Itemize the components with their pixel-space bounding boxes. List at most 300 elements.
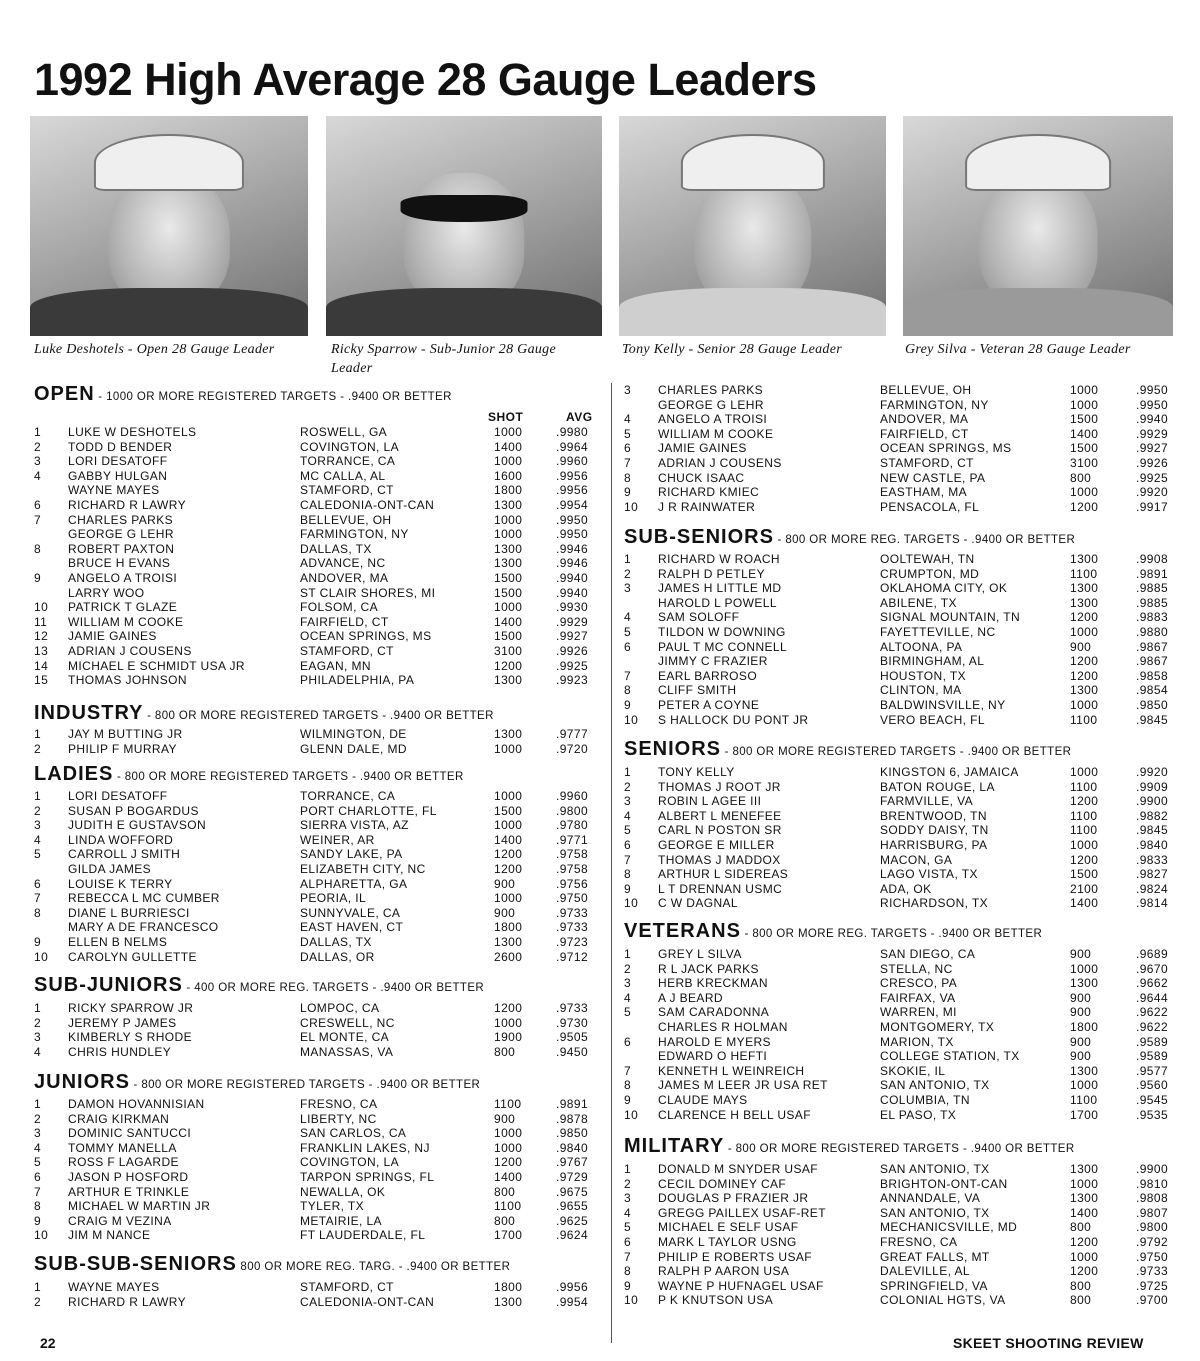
table-row (34, 659, 599, 674)
average: .9956 (556, 468, 589, 483)
average: .9767 (556, 1155, 589, 1170)
average: .9954 (556, 498, 589, 512)
hometown: PENSACOLA, FL (880, 499, 980, 514)
table-row (34, 1295, 599, 1310)
table-row (34, 454, 599, 469)
targets-shot: 800 (494, 1044, 516, 1059)
hometown: STELLA, NC (880, 961, 953, 976)
rank: 5 (624, 1220, 632, 1235)
targets-shot: 800 (494, 1184, 516, 1199)
table-row (624, 698, 1189, 713)
table-row (34, 789, 599, 804)
rank: 4 (624, 610, 632, 625)
average: .9733 (556, 920, 589, 935)
rank: 10 (34, 1228, 49, 1243)
shooter-name: PHILIP E ROBERTS USAF (658, 1249, 812, 1264)
section-title: SUB-SENIORS (624, 526, 774, 548)
shooter-name: LORI DESATOFF (68, 454, 168, 469)
average: .9920 (1136, 485, 1169, 500)
rank: 3 (34, 1126, 42, 1141)
rank: 9 (34, 935, 42, 949)
table-row (624, 867, 1189, 882)
average: .9950 (556, 512, 589, 527)
rank: 2 (624, 1176, 632, 1191)
average: .9950 (556, 527, 589, 542)
rank: 9 (624, 1093, 632, 1107)
hometown: BELLEVUE, OH (880, 383, 972, 397)
average: .9929 (1136, 426, 1169, 441)
table-row (624, 1264, 1189, 1279)
average: .9900 (1136, 794, 1169, 809)
targets-shot: 1000 (494, 425, 523, 439)
average: .9729 (556, 1170, 589, 1184)
hometown: SIGNAL MOUNTAIN, TN (880, 610, 1021, 625)
shooter-name: LARRY WOO (68, 585, 145, 600)
shooter-name: KIMBERLY S RHODE (68, 1030, 192, 1045)
hometown: NEWALLA, OK (300, 1184, 386, 1199)
targets-shot: 1300 (1070, 683, 1099, 698)
rank: 10 (34, 600, 49, 615)
hometown: OOLTEWAH, TN (880, 552, 975, 566)
shooter-name: DONALD M SNYDER USAF (658, 1162, 819, 1176)
average: .9750 (556, 891, 589, 906)
rank: 4 (34, 832, 42, 847)
targets-shot: 1200 (494, 1155, 523, 1170)
table-row (34, 1045, 599, 1060)
section-title: VETERANS (624, 920, 741, 942)
average: .9840 (1136, 838, 1169, 852)
hometown: BRENTWOOD, TN (880, 808, 987, 823)
average: .9920 (1136, 765, 1169, 779)
average: .9689 (1136, 947, 1169, 961)
average: .9800 (1136, 1220, 1169, 1235)
shooter-name: JUDITH E GUSTAVSON (68, 818, 207, 833)
table-row (34, 469, 599, 484)
targets-shot: 1300 (1070, 1162, 1099, 1176)
table-row (624, 441, 1189, 456)
rank: 7 (34, 512, 42, 527)
targets-shot: 1400 (1070, 1205, 1099, 1220)
shooter-name: GILDA JAMES (68, 862, 152, 876)
table-row (624, 456, 1189, 471)
average: .9925 (556, 658, 589, 673)
table-row (34, 1170, 599, 1185)
shooter-name: CLAUDE MAYS (658, 1093, 748, 1107)
table-row (34, 615, 599, 630)
average: .9730 (556, 1015, 589, 1030)
shooter-name: L T DRENNAN USMC (658, 881, 783, 896)
section-criteria: - 800 OR MORE REGISTERED TARGETS - .9400 OR BETTER (113, 771, 464, 783)
shooter-name: ADRIAN J COUSENS (658, 456, 782, 470)
section-criteria: - 400 OR MORE REG. TARGETS - .9400 OR BETTER (182, 982, 485, 994)
table-row (34, 950, 599, 965)
table-row (34, 742, 599, 757)
rank: 5 (624, 625, 632, 639)
average: .9929 (556, 614, 589, 629)
table-row (34, 877, 599, 892)
shooter-name: THOMAS JOHNSON (68, 673, 187, 688)
average: .9733 (556, 1001, 589, 1015)
photo-caption: Grey Silva - Veteran 28 Gauge Leader (905, 342, 1131, 357)
shooter-name: LORI DESATOFF (68, 789, 168, 803)
shooter-name: SAM SOLOFF (658, 610, 740, 625)
targets-shot: 3100 (494, 644, 523, 658)
shooter-name: DIANE L BURRIESCI (68, 905, 190, 920)
photo-luke-deshotels (30, 116, 308, 336)
hometown: OCEAN SPRINGS, MS (880, 441, 1012, 456)
shooter-name: CHARLES PARKS (68, 512, 174, 527)
hometown: HARRISBURG, PA (880, 838, 988, 852)
average: .9867 (1136, 639, 1169, 654)
hometown: PORT CHARLOTTE, FL (300, 803, 437, 818)
targets-shot: 1000 (1070, 1249, 1099, 1264)
shooter-name: GREGG PAILLEX USAF-RET (658, 1205, 826, 1220)
rank: 9 (34, 571, 42, 585)
hometown: TARPON SPRINGS, FL (300, 1170, 435, 1184)
table-row (624, 1220, 1189, 1235)
targets-shot: 1000 (494, 1015, 523, 1030)
average: .9750 (1136, 1249, 1169, 1264)
targets-shot: 1200 (1070, 1235, 1099, 1249)
shooter-name: JAMES H LITTLE MD (658, 581, 782, 596)
average: .9885 (1136, 595, 1169, 610)
table-row (624, 1250, 1189, 1265)
shooter-name: CLIFF SMITH (658, 683, 737, 698)
targets-shot: 1600 (494, 468, 523, 483)
hometown: BELLEVUE, OH (300, 512, 392, 527)
shooter-name: THOMAS J MADDOX (658, 852, 781, 867)
average: .9930 (556, 600, 589, 615)
average: .9954 (556, 1294, 589, 1309)
average: .9840 (556, 1140, 589, 1155)
shooter-name: C W DAGNAL (658, 896, 739, 911)
hometown: FARMVILLE, VA (880, 794, 974, 809)
targets-shot: 1200 (494, 862, 523, 876)
table-row (624, 794, 1189, 809)
hometown: ALPHARETTA, GA (300, 876, 408, 891)
table-row (34, 425, 599, 440)
average: .9733 (556, 905, 589, 920)
table-row (34, 833, 599, 848)
shooter-name: GEORGE E MILLER (658, 838, 775, 852)
shooter-name: BRUCE H EVANS (68, 556, 171, 571)
photo-caption: Tony Kelly - Senior 28 Gauge Leader (622, 342, 842, 357)
table-row (624, 610, 1189, 625)
rank: 3 (624, 383, 632, 397)
table-row (624, 765, 1189, 780)
hometown: COLUMBIA, TN (880, 1093, 970, 1107)
shooter-name: JAMIE GAINES (658, 441, 747, 456)
rank: 4 (34, 1044, 42, 1059)
average: .9675 (556, 1184, 589, 1199)
rank: 5 (34, 1155, 42, 1170)
targets-shot: 1200 (494, 1001, 523, 1015)
shooter-name: DAMON HOVANNISIAN (68, 1097, 205, 1111)
targets-shot: 900 (1070, 1034, 1092, 1049)
hometown: ANDOVER, MA (880, 412, 969, 427)
shooter-name: LUKE W DESHOTELS (68, 425, 197, 439)
hometown: ADA, OK (880, 881, 932, 896)
average: .9927 (1136, 441, 1169, 456)
targets-shot: 1000 (1070, 485, 1099, 500)
targets-shot: 900 (1070, 1049, 1092, 1064)
targets-shot: 1300 (1070, 581, 1099, 596)
hometown: ELIZABETH CITY, NC (300, 862, 426, 876)
table-row (624, 1279, 1189, 1294)
rank: 5 (624, 1005, 632, 1020)
shooter-name: RALPH P AARON USA (658, 1264, 790, 1279)
rank: 6 (624, 441, 632, 456)
rank: 9 (34, 1213, 42, 1228)
shooter-name: WILLIAM M COOKE (658, 426, 774, 441)
average: .9854 (1136, 683, 1169, 698)
average: .9833 (1136, 852, 1169, 867)
targets-shot: 800 (1070, 470, 1092, 485)
hometown: ANDOVER, MA (300, 571, 389, 585)
shooter-name: RICKY SPARROW JR (68, 1001, 194, 1015)
table-row (624, 581, 1189, 596)
average: .9946 (556, 541, 589, 556)
shooter-name: TOMMY MANELLA (68, 1140, 177, 1155)
rank: 2 (34, 439, 42, 454)
shooter-name: JAY M BUTTING JR (68, 727, 183, 741)
targets-shot: 1000 (1070, 765, 1099, 779)
hometown: MARION, TX (880, 1034, 954, 1049)
shooter-name: TILDON W DOWNING (658, 625, 786, 639)
targets-shot: 1000 (1070, 961, 1099, 976)
average: .9927 (556, 629, 589, 644)
targets-shot: 1300 (494, 1294, 523, 1309)
targets-shot: 900 (1070, 639, 1092, 654)
hometown: DALEVILLE, AL (880, 1264, 970, 1279)
hometown: STAMFORD, CT (300, 483, 394, 498)
rank: 10 (624, 1293, 639, 1308)
shooter-name: JEREMY P JAMES (68, 1015, 177, 1030)
hometown: NEW CASTLE, PA (880, 470, 986, 485)
table-row (34, 847, 599, 862)
table-row (34, 1141, 599, 1156)
average: .9917 (1136, 499, 1169, 514)
shooter-name: ARTHUR L SIDEREAS (658, 867, 789, 882)
targets-shot: 1300 (494, 727, 523, 741)
targets-shot: 2100 (1070, 881, 1099, 896)
shooter-name: A J BEARD (658, 990, 723, 1005)
average: .9946 (556, 556, 589, 571)
section-criteria: - 800 OR MORE REGISTERED TARGETS - .9400 OR BETTER (724, 1143, 1075, 1155)
rank: 1 (624, 1162, 632, 1176)
table-row (34, 1199, 599, 1214)
targets-shot: 1000 (494, 818, 523, 833)
hometown: FARMINGTON, NY (300, 527, 409, 542)
publication-name: SKEET SHOOTING REVIEW (953, 1335, 1144, 1351)
average: .9891 (1136, 566, 1169, 581)
average: .9926 (556, 644, 589, 658)
rank: 6 (34, 876, 42, 891)
average: .9882 (1136, 808, 1169, 823)
targets-shot: 1100 (494, 1097, 522, 1111)
shooter-name: CRAIG M VEZINA (68, 1213, 172, 1228)
rank: 3 (624, 976, 632, 991)
hometown: SKOKIE, IL (880, 1063, 946, 1078)
shooter-name: HAROLD L POWELL (658, 595, 777, 610)
table-row (624, 1177, 1189, 1192)
average: .9756 (556, 876, 589, 891)
average: .9885 (1136, 581, 1169, 596)
table-row (34, 727, 599, 742)
shooter-name: CHRIS HUNDLEY (68, 1044, 172, 1059)
shooter-name: CARROLL J SMITH (68, 847, 181, 862)
table-row (624, 485, 1189, 500)
rank: 1 (34, 425, 42, 439)
column-header-shot: SHOT (488, 410, 524, 424)
average: .9810 (1136, 1176, 1169, 1191)
photo-caption: Ricky Sparrow - Sub-Junior 28 Gauge Leader (331, 342, 556, 376)
section-criteria: - 800 OR MORE REGISTERED TARGETS - .9400 OR BETTER (721, 746, 1072, 758)
column-header-avg: AVG (566, 410, 593, 424)
hometown: MACON, GA (880, 852, 953, 867)
table-row (34, 862, 599, 877)
average: .9964 (556, 439, 589, 454)
shooter-name: J R RAINWATER (658, 499, 756, 514)
section-heading (34, 763, 464, 786)
targets-shot: 1000 (1070, 1078, 1099, 1093)
shooter-name: RICHARD R LAWRY (68, 498, 187, 512)
table-row (624, 500, 1189, 515)
targets-shot: 1400 (494, 614, 523, 629)
section-criteria: - 800 OR MORE REGISTERED TARGETS - .9400 OR BETTER (143, 710, 494, 722)
hometown: MONTGOMERY, TX (880, 1020, 995, 1034)
table-row (624, 1206, 1189, 1221)
shooter-name: MARK L TAYLOR USNG (658, 1235, 797, 1249)
hometown: METAIRIE, LA (300, 1213, 382, 1228)
hometown: COLLEGE STATION, TX (880, 1049, 1020, 1064)
section-title: JUNIORS (34, 1071, 130, 1093)
rank: 1 (34, 1001, 42, 1015)
shooter-name: ANGELO A TROISI (658, 412, 768, 427)
rank: 8 (34, 541, 42, 556)
rank: 8 (34, 905, 42, 920)
hometown: ANNANDALE, VA (880, 1191, 981, 1206)
targets-shot: 1000 (494, 512, 523, 527)
targets-shot: 1300 (1070, 976, 1099, 991)
table-row (624, 1191, 1189, 1206)
hometown: GREAT FALLS, MT (880, 1249, 990, 1264)
average: .9622 (1136, 1020, 1169, 1034)
rank: 1 (624, 552, 632, 566)
average: .9960 (556, 789, 589, 803)
table-row (624, 1235, 1189, 1250)
targets-shot: 800 (494, 1213, 516, 1228)
hometown: PEORIA, IL (300, 891, 367, 906)
average: .9644 (1136, 990, 1169, 1005)
rank: 1 (624, 947, 632, 961)
hometown: CRESCO, PA (880, 976, 958, 991)
targets-shot: 1300 (1070, 595, 1099, 610)
table-row (34, 498, 599, 513)
targets-shot: 1300 (494, 556, 523, 571)
table-row (624, 1064, 1189, 1079)
rank: 6 (624, 1235, 632, 1249)
shooter-name: EARL BARROSO (658, 668, 758, 683)
average: .9733 (1136, 1264, 1169, 1279)
targets-shot: 1500 (1070, 441, 1099, 456)
shooter-name: DOMINIC SANTUCCI (68, 1126, 192, 1141)
table-row (34, 556, 599, 571)
targets-shot: 900 (1070, 1005, 1092, 1020)
table-row (34, 1030, 599, 1045)
average: .9622 (1136, 1005, 1169, 1020)
shooter-name: SAM CARADONNA (658, 1005, 770, 1020)
average: .9792 (1136, 1235, 1169, 1249)
hometown: SODDY DAISY, TN (880, 823, 989, 838)
average: .9700 (1136, 1293, 1169, 1308)
hometown: DALLAS, TX (300, 541, 372, 556)
table-row (34, 1228, 599, 1243)
photo-ricky-sparrow (326, 116, 602, 336)
hometown: BATON ROUGE, LA (880, 779, 995, 794)
hometown: SAN ANTONIO, TX (880, 1162, 990, 1176)
shooter-name: PAUL T MC CONNELL (658, 639, 788, 654)
hometown: STAMFORD, CT (300, 1280, 394, 1294)
average: .9814 (1136, 896, 1169, 911)
shooter-name: ANGELO A TROISI (68, 571, 178, 585)
hometown: ABILENE, TX (880, 595, 957, 610)
section-criteria: - 800 OR MORE REGISTERED TARGETS - .9400 OR BETTER (129, 1079, 481, 1091)
shooter-name: WILLIAM M COOKE (68, 614, 184, 629)
hometown: MANASSAS, VA (300, 1044, 394, 1059)
average: .9845 (1136, 823, 1169, 838)
table-row (624, 976, 1189, 991)
table-row (34, 804, 599, 819)
hometown: STAMFORD, CT (300, 644, 394, 658)
table-row (624, 962, 1189, 977)
hometown: FAIRFAX, VA (880, 990, 956, 1005)
section-title: SUB-SUB-SENIORS (34, 1253, 237, 1275)
shooter-name: TONY KELLY (658, 765, 735, 779)
targets-shot: 1700 (494, 1228, 523, 1243)
table-row (624, 896, 1189, 911)
average: .9956 (556, 1280, 589, 1294)
hometown: CALEDONIA-ONT-CAN (300, 1294, 435, 1309)
targets-shot: 1800 (1070, 1020, 1099, 1034)
average: .9655 (556, 1199, 589, 1214)
table-row (624, 853, 1189, 868)
rank: 4 (34, 468, 42, 483)
targets-shot: 1300 (494, 541, 523, 556)
hometown: EAST HAVEN, CT (300, 920, 404, 935)
shooter-name: WAYNE MAYES (68, 483, 160, 498)
hometown: ALTOONA, PA (880, 639, 963, 654)
hometown: FAIRFIELD, CT (300, 614, 389, 629)
table-row (624, 838, 1189, 853)
hometown: ROSWELL, GA (300, 425, 388, 439)
targets-shot: 1300 (494, 673, 523, 688)
hometown: ST CLAIR SHORES, MI (300, 585, 436, 600)
rank: 6 (34, 498, 42, 512)
shooter-name: ARTHUR E TRINKLE (68, 1184, 190, 1199)
shooter-name: HAROLD E MYERS (658, 1034, 771, 1049)
average: .9777 (556, 727, 589, 741)
shooter-name: RICHARD R LAWRY (68, 1294, 187, 1309)
rank: 2 (34, 741, 42, 756)
targets-shot: 2600 (494, 949, 523, 964)
targets-shot: 900 (1070, 990, 1092, 1005)
rank: 10 (624, 712, 639, 727)
average: .9560 (1136, 1078, 1169, 1093)
hometown: LOMPOC, CA (300, 1001, 380, 1015)
average: .9880 (1136, 625, 1169, 639)
targets-shot: 1300 (1070, 552, 1099, 566)
